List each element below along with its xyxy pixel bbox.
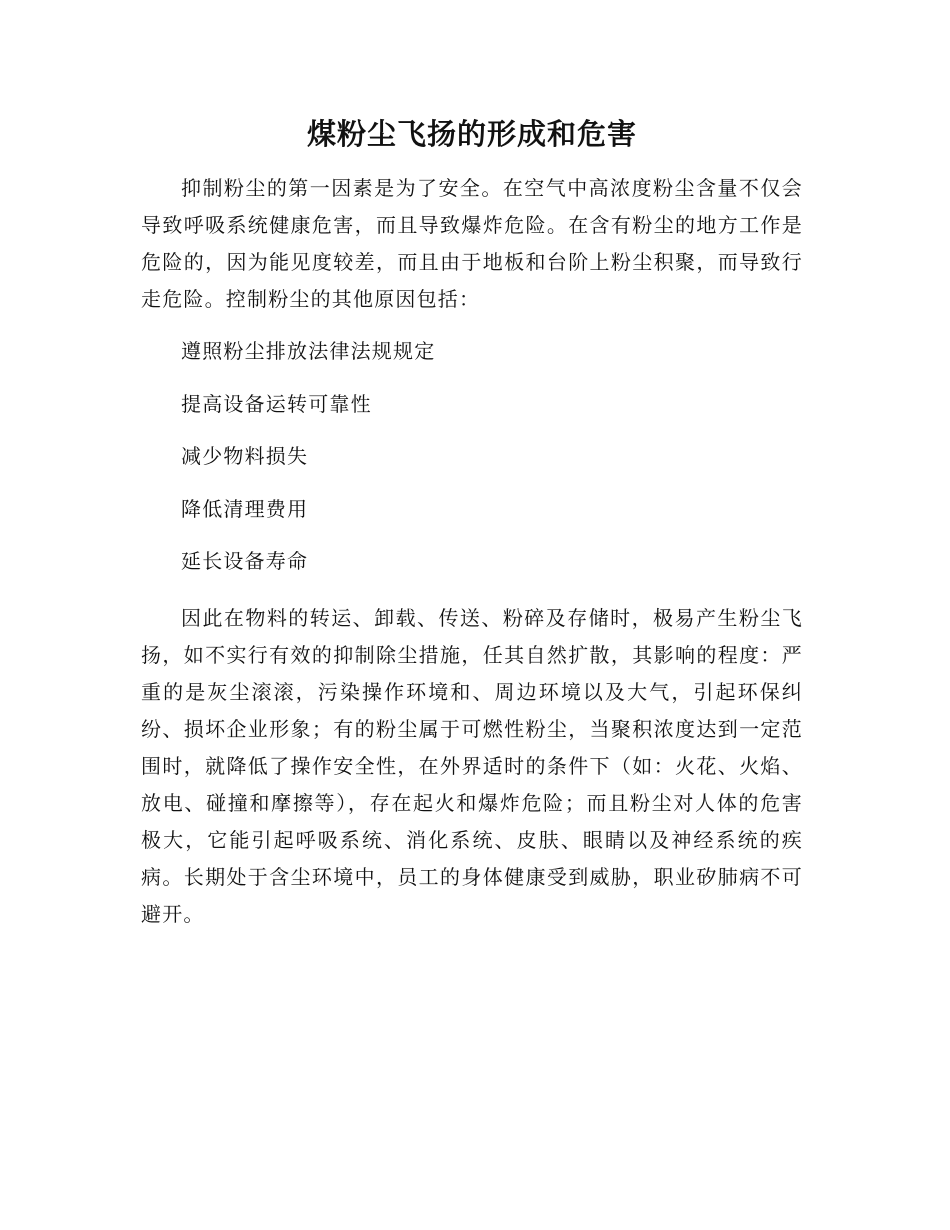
reason-item: 降低清理费用	[181, 496, 309, 521]
reason-item: 遵照粉尘排放法律法规规定	[181, 339, 436, 363]
reasons-list	[141, 333, 803, 580]
intro-paragraph: 抑制粉尘的第一因素是为了安全。在空气中高浓度粉尘含量不仅会导致呼吸系统健康危害，而且导致爆炸危险。在含有粉尘的地方工作是危险的，因为能见度较差，而且由于地板和台阶上粉尘积聚，而导致行走危险。控制粉尘的其他原因包括：	[141, 176, 803, 311]
reason-item: 减少物料损失	[181, 444, 309, 468]
reason-item: 延长设备寿命	[181, 549, 309, 573]
document-title: 煤粉尘飞扬的形成和危害	[306, 117, 637, 151]
document-body	[141, 112, 803, 933]
reason-item: 提高设备运转可靠性	[181, 391, 372, 416]
conclusion-paragraph: 因此在物料的转运、卸载、传送、粉碎及存储时，极易产生粉尘飞扬，如不实行有效的抑制除尘措施，任其自然扩散，其影响的程度：严重的是灰尘滚滚，污染操作环境和、周边环境以及大气，引起环保纠纷、损坏企业形象；有的粉尘属于可燃性粉尘，当聚积浓度达到一定范围时，就降低了操作安全性，在外界适时的条件下（如：火花、火焰、放电、碰撞和摩擦等），存在起火和爆炸危险；而且粉尘对人体的危害极大，它能引起呼吸系统、消化系统、皮肤、眼睛以及神经系统的疾病。长期处于含尘环境中，员工的身体健康受到威胁，职业矽肺病不可避开。	[141, 606, 803, 926]
